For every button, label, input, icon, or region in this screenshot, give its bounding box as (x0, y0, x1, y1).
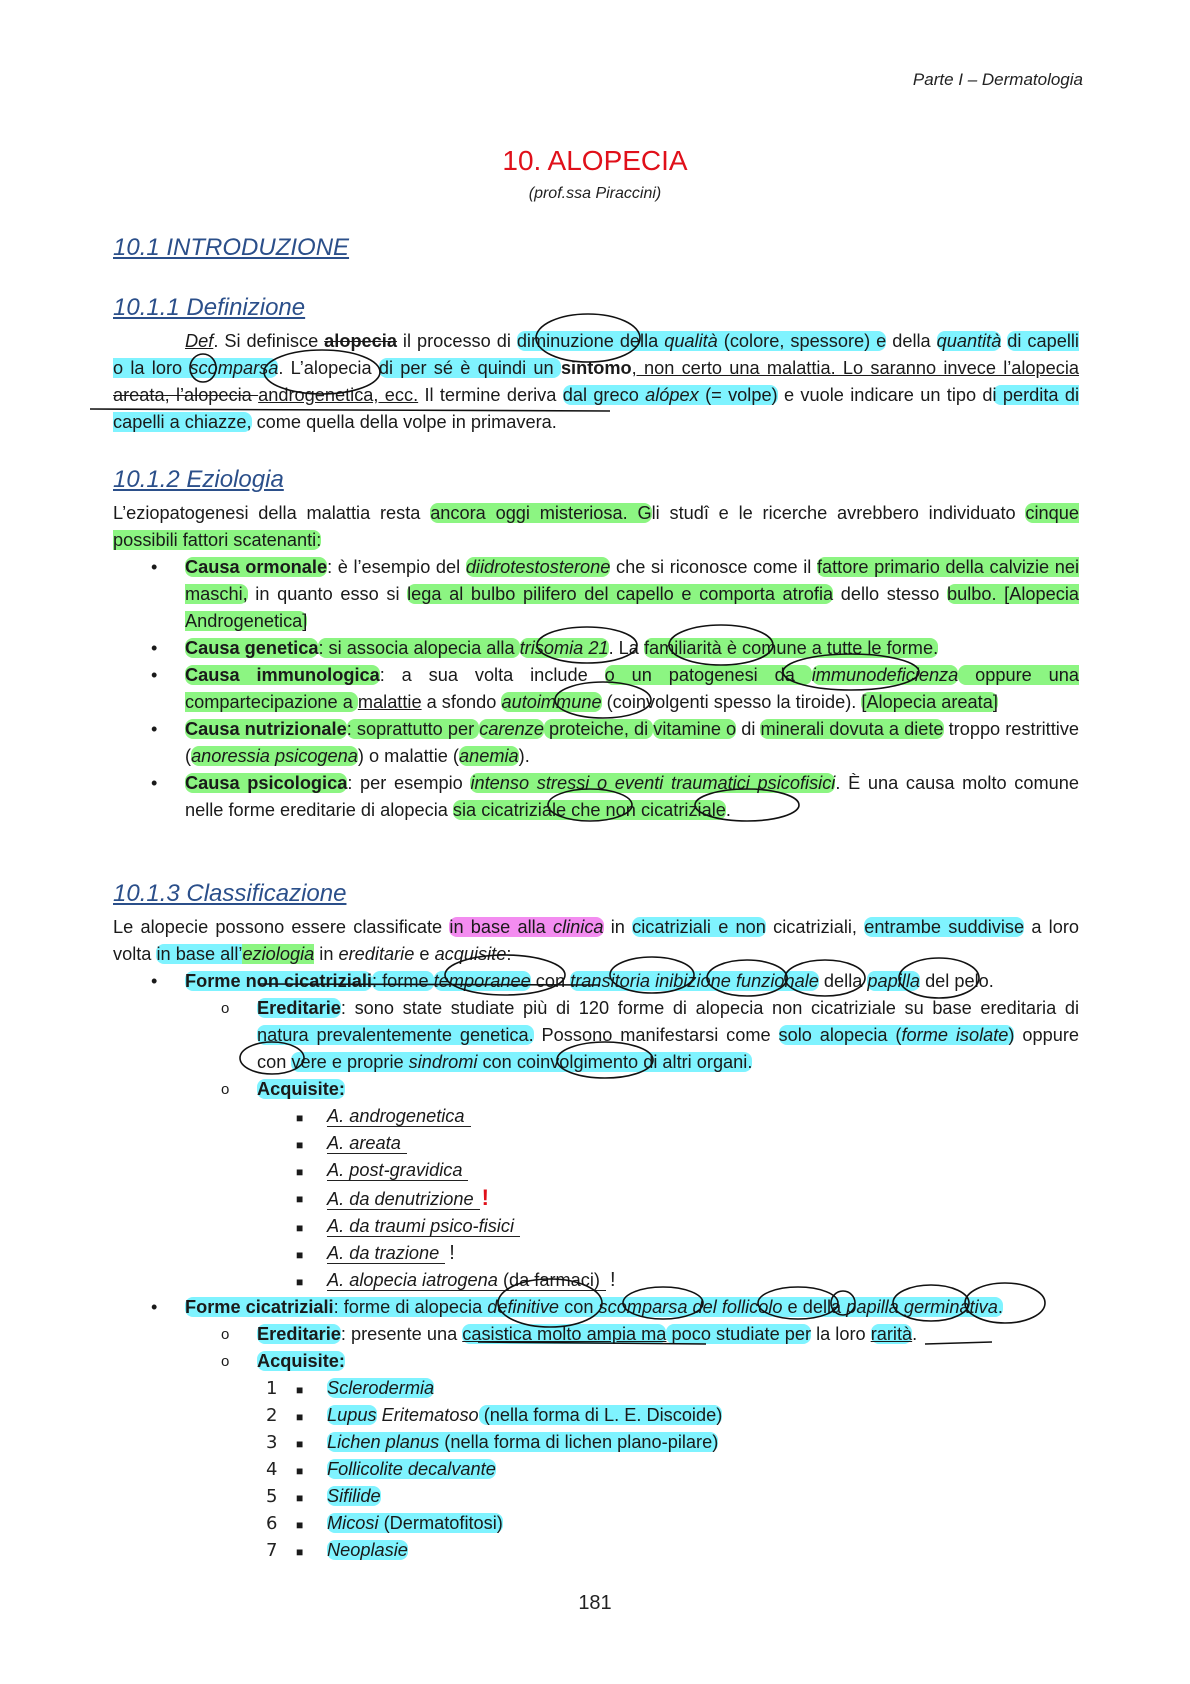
acquisita-item: ■ A. da denutrizione ! (296, 1185, 489, 1210)
section-classificazione-heading: 10.1.3 Classificazione (113, 880, 347, 907)
cic-acquisita-item: 2 ■ Lupus Eritematoso (nella forma di L. E. Discoide) (266, 1405, 723, 1426)
cause-psicologica: • Causa psicologica: per esempio intenso stressi o eventi traumatici psicofisici. È una causa molto comune nelle forme ereditarie di alopecia sia cicatriziale che non cicatriziale. (113, 770, 1079, 824)
cic-acquisite: o Acquisite: (221, 1351, 345, 1371)
acquisita-item: ■ A. androgenetica (113, 1103, 1079, 1130)
classificazione-paragraph: Le alopecie possono essere classificate in base alla clinica in cicatriziali e non cicatriziali, entrambe suddivise a loro volta in base all’eziologia in ereditarie e acquisite: • Forme non cicatriziali: forme temporanee con transitoria inibizione funzionale della papilla del pelo. o Ereditarie: sono state studiate più di 120 forme di alopecia non cicatriziale su base ereditaria di natura prevalentemente genetica. Possono manifestarsi come solo alopecia (forme isolate) oppure con vere e proprie sindromi con coinvolgimento di altri organi. o Acquisite: ■ A. androgenetica ■ A. areata ■ A. post-gravidica ■ A. da denutrizione ! ■ A. da traumi psico-fisici ■ A. da trazione ! ■ A. alopecia iatrogena (da farmaci) ! • Forme cicatriziali: forme di alopecia definitive con scomparsa del follicolo e della papilla germinativa. o Ereditarie: presente una casistica molto ampia ma poco studiate per la loro rarità. o Acquisite: 1 ■ Sclerodermia 2 ■ Lupus Eritematoso (nella forma di L. E. Discoide) 3 ■ Lichen planus (nella forma di lichen plano-pilare) 4 ■ Follicolite decalvante 5 ■ Sifilide 6 ■ Micosi (Dermatofitosi) 7 ■ Neoplasie (113, 914, 1079, 1564)
cic-acquisita-item: 1 ■ Sclerodermia (266, 1378, 435, 1399)
acquisita-item: ■ A. da traumi psico-fisici (113, 1213, 1079, 1240)
def-label: Def (185, 331, 214, 351)
running-header: Parte I – Dermatologia (912, 70, 1083, 89)
section-definizione-heading: 10.1.1 Definizione (113, 294, 306, 321)
black-exclamation-mark: ! (609, 1269, 616, 1291)
red-exclamation-mark: ! (481, 1185, 489, 1210)
chapter-title: 10. ALOPECIA (502, 145, 688, 176)
causes-list (113, 554, 1079, 824)
cic-acquisita-item: 4 ■ Follicolite decalvante (266, 1459, 496, 1480)
section-intro-heading: 10.1 INTRODUZIONE (113, 234, 350, 261)
cic-acquisita-item: 5 ■ Sifilide (266, 1486, 381, 1507)
cause-genetica: • Causa genetica: si associa alopecia alla trisomia 21. La familiarità è comune a tutte le forme. (113, 635, 1079, 662)
non-cic-ereditarie: o Ereditarie: sono state studiate più di 120 forme di alopecia non cicatriziale su base ereditaria di natura prevalentemente genetica. Possono manifestarsi come solo alopecia (forme isolate) oppure con vere e proprie sindromi con coinvolgimento di altri organi. (221, 998, 1080, 1072)
cause-nutrizionale: • Causa nutrizionale: soprattutto per carenze proteiche, di vitamine o di minerali dovuta a diete troppo restrittive (anoressia psicogena) o malattie (anemia). (113, 716, 1079, 770)
cic-acquisita-item: 3 ■ Lichen planus (nella forma di lichen plano-pilare) (266, 1432, 719, 1453)
non-cic-acquisite: o Acquisite: (221, 1079, 345, 1099)
cic-acquisita-item: 7 ■ Neoplasie (266, 1540, 408, 1561)
section-eziologia-heading: 10.1.2 Eziologia (113, 466, 284, 493)
cic-ereditarie: o Ereditarie: presente una casistica molto ampia ma poco studiate per la loro rarità. (221, 1324, 918, 1344)
eziologia-paragraph: L’eziopatogenesi della malattia resta ancora oggi misteriosa. Gli studî e le ricerche avrebbero individuato cinque possibili fattori scatenanti: • Causa ormonale: è l’esempio del diidrotestosterone che si riconosce come il fattore primario della calvizie nei maschi, in quanto esso si lega al bulbo pilifero del capello e comporta atrofia dello stesso bulbo. [Alopecia Androgenetica] • Causa genetica: si associa alopecia alla trisomia 21. La familiarità è comune a tutte le forme. • Causa immunologica: a sua volta include o un patogenesi da immunodeficienza oppure una compartecipazione a malattie a sfondo autoimmune (coinvolgenti spesso la tiroide). [Alopecia areata] • Causa nutrizionale: soprattutto per carenze proteiche, di vitamine o di minerali dovuta a diete troppo restrittive (anoressia psicogena) o malattie (anemia). • Causa psicologica: per esempio intenso stressi o eventi traumatici psicofisici. È una causa molto comune nelle forme ereditarie di alopecia sia cicatriziale che non cicatriziale. (113, 500, 1079, 824)
black-exclamation-mark: ! (449, 1242, 455, 1264)
cic-acquisita-item: 6 ■ Micosi (Dermatofitosi) (266, 1513, 503, 1534)
acquisita-item: ■ A. post-gravidica (113, 1157, 1079, 1184)
acquisita-item: ■ A. areata (113, 1130, 1079, 1157)
definizione-paragraph: Def. Si definisce alopecia il processo di diminuzione della qualità (colore, spessore) e della quantità di capelli o la loro scomparsa. L’alopecia di per sé è quindi un sintomo, non certo una malattia. Lo saranno invece l’alopecia areata, l’alopecia androgenetica, ecc. Il termine deriva dal greco alópex (= volpe) e vuole indicare un tipo di perdita di capelli a chiazze, come quella della volpe in primavera. (113, 331, 1080, 432)
cause-ormonale: • Causa ormonale: è l’esempio del diidrotestosterone che si riconosce come il fattore primario della calvizie nei maschi, in quanto esso si lega al bulbo pilifero del capello e comporta atrofia dello stesso bulbo. [Alopecia Androgenetica] (113, 554, 1079, 635)
chapter-author: (prof.ssa Piraccini) (528, 185, 662, 202)
acquisita-item: ■ A. da trazione ! (296, 1242, 455, 1264)
alopecia-term: alopecia (324, 331, 397, 351)
page-number: 181 (578, 1592, 612, 1614)
forme-cicatriziali: • Forme cicatriziali: forme di alopecia definitive con scomparsa del follicolo e della papilla germinativa. (151, 1297, 1003, 1317)
acquisita-item: ■ A. alopecia iatrogena (da farmaci) ! (296, 1269, 616, 1291)
cause-immunologica: • Causa immunologica: a sua volta include o un patogenesi da immunodeficienza oppure una compartecipazione a malattie a sfondo autoimmune (coinvolgenti spesso la tiroide). [Alopecia areata] (113, 662, 1079, 716)
forme-non-cicatriziali: • Forme non cicatriziali: forme temporanee con transitoria inibizione funzionale della papilla del pelo. (151, 971, 994, 991)
